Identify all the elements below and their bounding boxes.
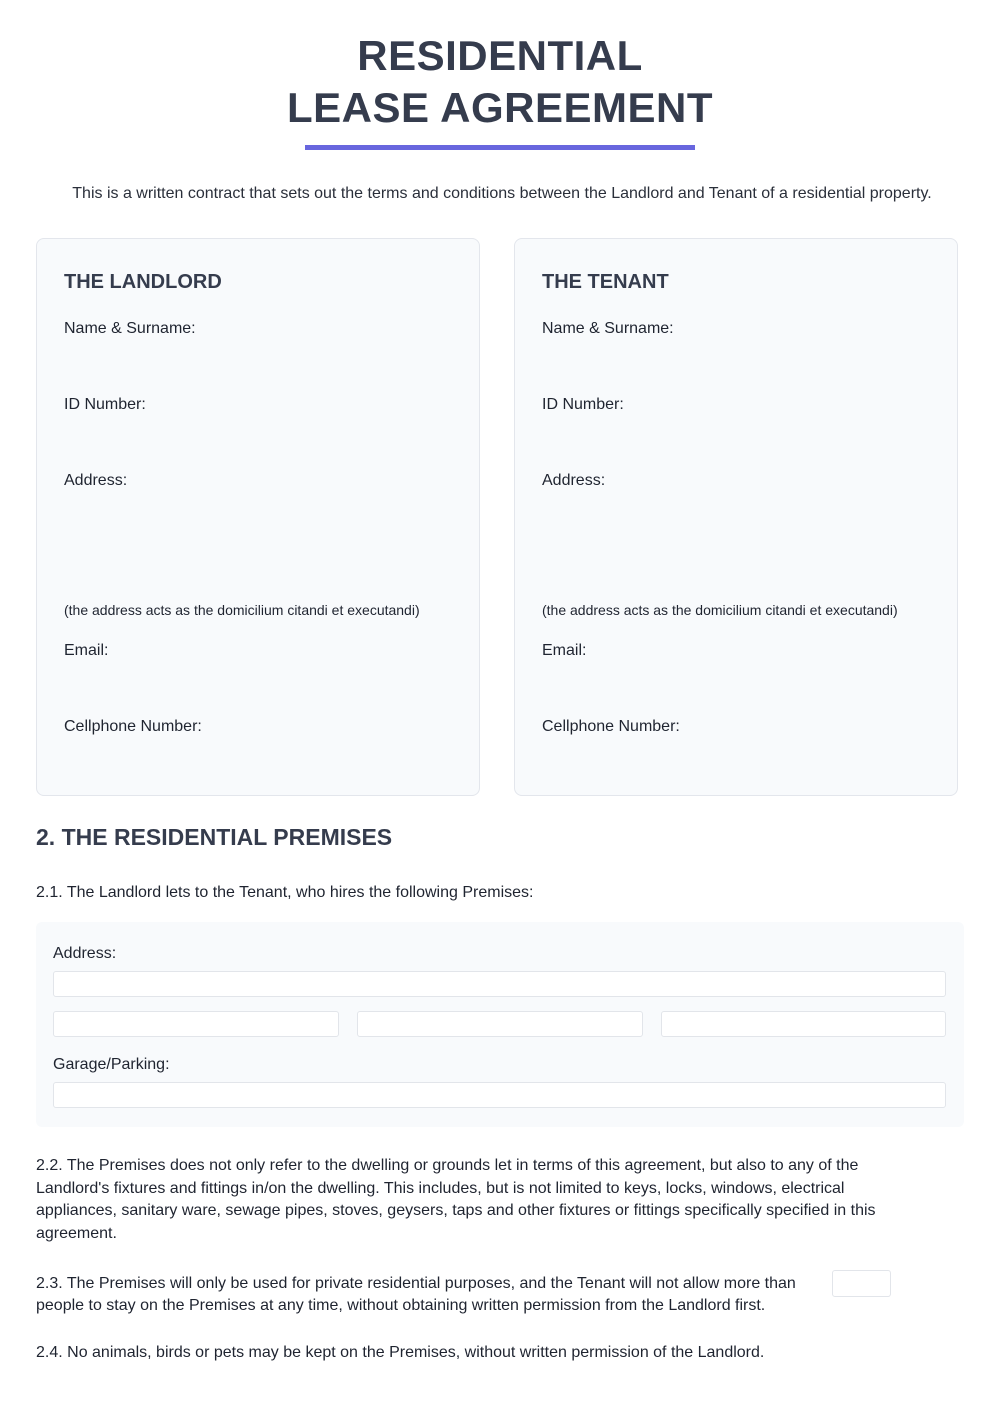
intro-text: This is a written contract that sets out the terms and conditions between the Landlord and Tenant of a residential property. [72, 185, 932, 202]
clause-2-2: 2.2. The Premises does not only refer to the dwelling or grounds let in terms of this agreement, but also to any of the Landlord's fixtures and fittings in/on the dwelling. This includes, but is not limited to keys, locks, windows, electrical appliances, sanitary ware, sewage pipes, stoves, geysers, taps and other fixtures or fittings specifically specified in this agreement. [36, 1157, 876, 1242]
tenant-address-note: (the address acts as the domicilium citandi et executandi) [542, 602, 898, 618]
title-line-1: RESIDENTIAL [357, 32, 643, 79]
landlord-address-label: Address: [64, 472, 128, 489]
premises-parking-input[interactable] [53, 1082, 946, 1108]
premises-section-heading: 2. THE RESIDENTIAL PREMISES [36, 824, 393, 850]
premises-address-input[interactable] [53, 971, 946, 997]
landlord-heading: THE LANDLORD [64, 271, 222, 293]
premises-address-part-2-input[interactable] [357, 1011, 643, 1037]
clause-2-4: 2.4. No animals, birds or pets may be kept on the Premises, without written permission of the Landlord. [36, 1344, 765, 1361]
premises-address-part-1-input[interactable] [53, 1011, 339, 1037]
clause-2-1: 2.1. The Landlord lets to the Tenant, who hires the following Premises: [36, 884, 534, 901]
clause-2-3-line-1: 2.3. The Premises will only be used for private residential purposes, and the Tenant will not allow more than [36, 1275, 796, 1292]
premises-address-part-3-input[interactable] [661, 1011, 946, 1037]
title-underline [305, 145, 695, 150]
landlord-name-label: Name & Surname: [64, 320, 196, 337]
landlord-id-label: ID Number: [64, 396, 146, 413]
tenant-address-label: Address: [542, 472, 606, 489]
landlord-email-label: Email: [64, 642, 109, 659]
title-line-2: LEASE AGREEMENT [287, 84, 713, 131]
tenant-cell-label: Cellphone Number: [542, 718, 680, 735]
tenant-email-label: Email: [542, 642, 587, 659]
landlord-card [36, 238, 480, 796]
clause-2-3-line-2: people to stay on the Premises at any time, without obtaining written permission from the Landlord first. [36, 1297, 766, 1314]
tenant-heading: THE TENANT [542, 271, 669, 293]
tenant-name-label: Name & Surname: [542, 320, 674, 337]
tenant-id-label: ID Number: [542, 396, 624, 413]
landlord-cell-label: Cellphone Number: [64, 718, 202, 735]
document-title [0, 30, 1000, 134]
landlord-address-note: (the address acts as the domicilium citandi et executandi) [64, 602, 420, 618]
premises-address-label: Address: [53, 945, 117, 962]
max-occupants-input[interactable] [832, 1270, 891, 1297]
premises-form-box [36, 922, 964, 1127]
tenant-card [514, 238, 958, 796]
premises-parking-label: Garage/Parking: [53, 1056, 170, 1073]
